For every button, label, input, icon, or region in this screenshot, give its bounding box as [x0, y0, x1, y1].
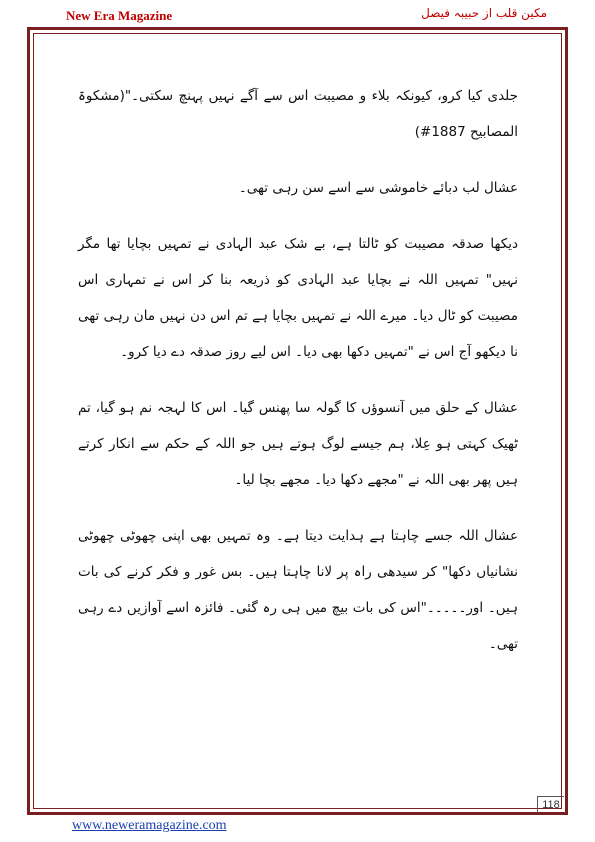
story-text	[78, 78, 518, 682]
page-number: 118	[537, 796, 564, 813]
novel-title: مکین قلب از حبیبہ فیصل	[421, 6, 547, 20]
footer-website-link[interactable]: www.neweramagazine.com	[72, 818, 227, 833]
paragraph: دیکھا صدقہ مصیبت کو ٹالتا ہے، بے شک عبد الہادی نے تمہیں بچایا تھا مگر نہیں" تمہیں اللہ نے بچایا عبد الہادی کو ذریعہ بنا کر اس نے تمہاری اس مصیبت کو ٹال دیا۔ میرے اللہ نے تمہیں بچایا ہے تم اس دن نہیں مان رہی تھی نا دیکھو آج اس نے "تمہیں دکھا بھی دیا۔ اس لیے روز صدقہ دے دیا کرو۔	[78, 236, 518, 360]
paragraph: عشال لب دبائے خاموشی سے اسے سن رہی تھی۔	[238, 180, 518, 196]
paragraph: عشال کے حلق میں آنسوؤں کا گولہ سا پھنس گیا۔ اس کا لہجہ نم ہو گیا، تم ٹھیک کہتی ہو عِلا، ہم جیسے لوگ ہوتے ہیں جو اللہ کے حکم سے انکار کرتے ہیں پھر بھی اللہ نے "مجھے دکھا دیا۔ مجھے بچا لیا۔	[78, 400, 518, 488]
magazine-name: New Era Magazine	[66, 8, 173, 23]
paragraph: جلدی کیا کرو، کیونکہ بلاء و مصیبت اس سے آگے نہیں پہنچ سکتی۔"(مشکوۃ المصابیح 1887#)	[78, 88, 518, 140]
paragraph: عشال اللہ جسے چاہتا ہے ہدایت دیتا ہے۔ وہ تمہیں بھی اپنی چھوٹی چھوٹی نشانیاں دکھا" کر سیدھی راہ پر لانا چاہتا ہیں۔ بس غور و فکر کرنے کی بات ہیں۔ اور۔۔۔۔۔"اس کی بات بیچ میں ہی رہ گئی۔ فائزہ اسے آوازیں دے رہی تھی۔	[78, 528, 518, 652]
